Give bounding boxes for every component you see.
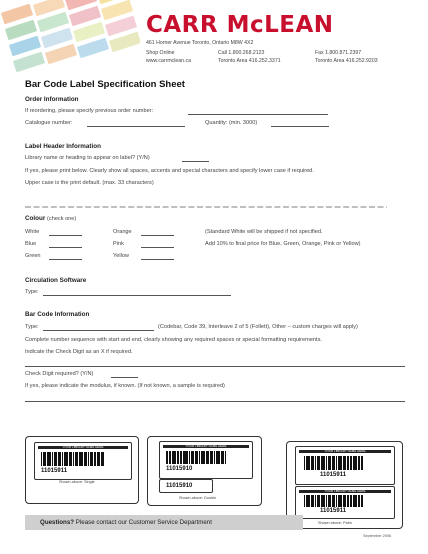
circulation-type-field[interactable] [43,295,231,296]
library-name-yn-field[interactable] [182,161,209,162]
label-header-heading: Label Header Information [25,143,101,150]
sample-single-box [25,436,139,504]
sample-single-header: YOUR LIBRARY NAME HERE [38,446,128,449]
sequence-instructions: Complete number sequence with start and end, clearly showing any required spaces or special formatting requirements. [25,337,322,343]
sample-double-stub [159,479,213,493]
sample-single-caption: Shown above: Single [59,480,95,484]
company-address: 461 Horner Avenue Toronto, Ontario M8W 4X2 [146,40,254,46]
header-labels-graphic [0,0,140,72]
sample-pairs-bottom-barcode [304,495,364,507]
sample-double-label [159,441,253,479]
circulation-type-label: Type: [25,289,39,295]
colour-pink-field[interactable] [141,247,174,248]
sample-pairs-bottom-header: YOUR LIBRARY NAME HERE [299,490,391,493]
catalogue-label: Catalogue number: [25,120,73,126]
sample-pairs-bottom-number: 11015911 [320,508,347,514]
barcode-type-note: (Codebar, Code 39, Interleave 2 of 5 (Follett), Other – custom charges will apply) [158,324,358,330]
reorder-field[interactable] [188,114,328,115]
sample-single-label [34,442,132,480]
check-digit-yn-field[interactable] [111,377,138,378]
questions-banner [25,515,303,530]
order-heading: Order Information [25,96,79,103]
colour-orange-label: Orange [113,229,132,235]
fax-number: Fax 1.800.871.2397 [315,50,362,56]
quantity-label: Quantity: (min. 3000) [205,120,258,126]
questions-text [40,519,212,526]
colour-blue-field[interactable] [49,247,82,248]
sample-double-barcode [166,451,227,464]
colour-pink-label: Pink [113,241,124,247]
quantity-field[interactable] [271,126,329,127]
modulus-instructions: If yes, please indicate the modulus, if known. (If not known, a sample is required) [25,383,225,389]
colour-note-standard: (Standard White will be shipped if not specified. [205,229,323,235]
sample-double-header: YOUR LIBRARY NAME HERE [163,445,249,448]
sample-single-number: 11015911 [41,468,68,474]
sample-pairs-label-top [295,446,395,485]
colour-green-label: Green [25,253,41,259]
website-link[interactable]: www.carrmclean.ca [146,58,191,64]
check-digit-instructions: Indicate the Check Digit as an X if required. [25,349,133,355]
sample-pairs-top-number: 11015911 [320,472,347,478]
sample-single-barcode [41,452,105,466]
sample-pairs-caption: Shown above: Pairs [318,521,352,525]
sample-double-box [147,436,262,506]
circulation-heading: Circulation Software [25,277,87,284]
colour-white-label: White [25,229,40,235]
modulus-field[interactable] [25,401,405,402]
sample-double-caption: Shown above: Double [179,496,217,500]
colour-orange-field[interactable] [141,235,174,236]
sample-pairs-box [286,441,403,529]
reorder-label: If reordering, please specify previous order number: [25,108,154,114]
colour-yellow-field[interactable] [141,259,174,260]
footer-date: September 2006 [363,534,392,538]
library-name-question: Library name or heading to appear on label? (Y/N) [25,155,150,161]
page-title: Bar Code Label Specification Sheet [25,79,185,90]
contact-text: Please contact our Customer Service Department [75,519,212,526]
sample-double-stub-number: 11015910 [166,482,193,489]
colour-note-surcharge: Add 10% to final price for Blue, Green, Orange, Pink or Yellow) [205,241,361,247]
questions-label: Questions? [40,519,75,526]
colour-heading: Colour (check one) [25,215,77,222]
barcode-heading: Bar Code Information [25,311,90,318]
sample-pairs-top-barcode [304,456,364,470]
colour-green-field[interactable] [49,259,82,260]
catalogue-field[interactable] [87,126,185,127]
header-character-boxes[interactable] [25,195,387,197]
brand-logo: CARR McLEAN [146,12,334,38]
colour-blue-label: Blue [25,241,37,247]
toronto-fax: Toronto Area 416.252.9203 [315,58,378,64]
colour-white-field[interactable] [49,235,82,236]
sample-double-number: 11015910 [166,466,193,472]
colour-yellow-label: Yellow [113,253,129,259]
print-instructions: If yes, please print below. Clearly show all spaces, accents and special characters and specify lower case if required. [25,168,314,174]
sample-pairs-label-bottom [295,486,395,519]
toronto-phone: Toronto Area 416.252.3371 [218,58,281,64]
shop-online-label: Shop Online [146,50,175,56]
sample-pairs-top-header: YOUR LIBRARY NAME HERE [299,450,391,453]
call-number: Call 1.800.268.2123 [218,50,265,56]
check-digit-question: Check Digit required? (Y/N) [25,371,94,377]
sequence-field[interactable] [25,366,405,367]
barcode-type-field[interactable] [43,330,154,331]
uppercase-note: Upper case is the print default. (max. 33 characters) [25,180,154,186]
barcode-type-label: Type: [25,324,39,330]
